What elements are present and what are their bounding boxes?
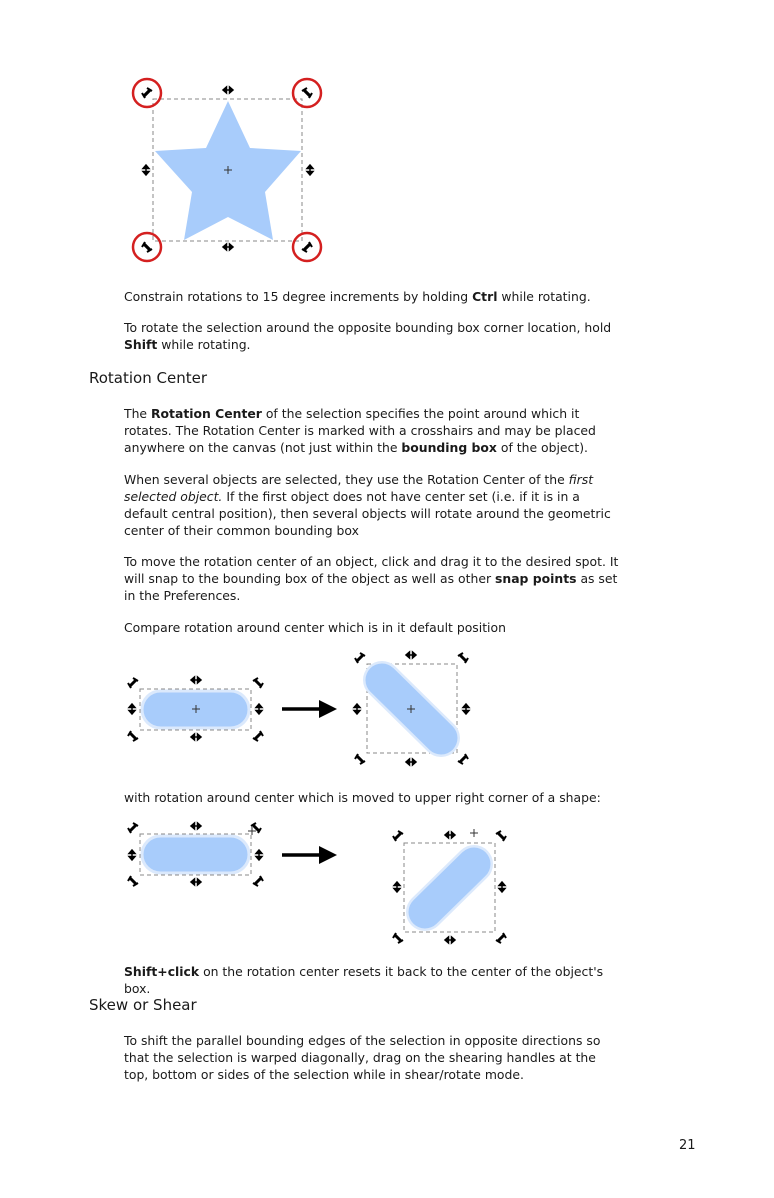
rotate-handle-icon[interactable] [302,88,312,98]
skew-handle-icon[interactable] [499,882,505,892]
skew-handle-icon[interactable] [256,704,262,714]
rotate-handle-icon[interactable] [142,242,152,252]
rotate-handle-icon[interactable] [355,754,365,764]
skew-handle-icon[interactable] [191,823,201,829]
skew-handle-icon[interactable] [394,882,400,892]
skew-handle-icon[interactable] [445,937,455,943]
skew-handle-icon[interactable] [256,850,262,860]
compare-moved-text: with rotation around center which is moved to upper right corner of a shape: [124,790,601,805]
rotate-handle-icon[interactable] [496,831,506,841]
rotate-handle-icon[interactable] [355,653,365,663]
multiple-objects-paragraph: When several objects are selected, they use the Rotation Center of the first selected object. If the first object does not have center set (i.e. if it is in a default central position), then several objects will rotate around the geometric center of their common bounding box [124,472,611,538]
skew-handle-icon[interactable] [143,165,149,175]
rotate-handle-icon[interactable] [128,678,138,688]
rotate-handle-icon[interactable] [458,653,468,663]
shift-click-reset-text: Shift+click on the rotation center resets it back to the center of the object's box. [124,964,604,996]
section-heading-rotation-center: Rotation Center [89,369,207,387]
rotate-handle-icon[interactable] [253,731,263,741]
skew-handle-icon[interactable] [406,759,416,765]
rotate-handle-icon[interactable] [128,731,138,741]
default-center-rotation-figure [122,648,480,770]
moved-center-rotation-figure [122,818,518,948]
skew-handle-icon[interactable] [191,879,201,885]
constrain-rotation-text: Constrain rotations to 15 degree increments by holding Ctrl while rotating. [124,289,591,304]
skew-handle-icon[interactable] [191,734,201,740]
rounded-shape [142,836,249,873]
move-center-paragraph: To move the rotation center of an object, click and drag it to the desired spot. It will snap to the bounding box of the object as well as other snap points as set in the Preferences. [124,554,619,603]
rotate-handle-icon[interactable] [496,933,506,943]
rotate-handle-icon[interactable] [458,754,468,764]
arrow-right-icon [282,700,337,718]
skew-handle-icon[interactable] [307,165,313,175]
rotate-handle-icon[interactable] [393,933,403,943]
rotation-center-crosshair-icon[interactable] [470,829,478,837]
rotate-handle-icon[interactable] [302,242,312,252]
skew-handle-icon[interactable] [223,244,233,250]
skew-paragraph: To shift the parallel bounding edges of the selection in opposite directions so that the selection is warped diagonally, drag on the shearing handles at the top, bottom or sides of the selection while in shear/rotate mode. [124,1033,601,1082]
skew-handle-icon[interactable] [354,704,360,714]
rotate-handle-icon[interactable] [142,88,152,98]
arrow-right-icon [282,846,337,864]
rotate-handle-icon[interactable] [128,823,138,833]
rotated-shape-fill [425,864,474,912]
rotate-handle-icon[interactable] [393,831,403,841]
star-rotation-figure [125,72,335,272]
skew-handle-icon[interactable] [129,850,135,860]
opposite-corner-text: To rotate the selection around the opposite bounding box corner location, hold Shift while rotating. [124,320,612,352]
compare-default-text: Compare rotation around center which is in it default position [124,620,506,635]
skew-handle-icon[interactable] [463,704,469,714]
skew-handle-icon[interactable] [129,704,135,714]
rotate-handle-icon[interactable] [128,876,138,886]
section-heading-skew-or-shear: Skew or Shear [89,996,197,1014]
skew-handle-icon[interactable] [223,87,233,93]
skew-handle-icon[interactable] [406,652,416,658]
rotation-center-paragraph: The Rotation Center of the selection specifies the point around which it rotates. The Rotation Center is marked with a crosshairs and may be placed anywhere on the canvas (not just within the bounding box of the object). [124,406,596,455]
rotate-handle-icon[interactable] [253,678,263,688]
skew-handle-icon[interactable] [445,832,455,838]
rotate-handle-icon[interactable] [253,876,263,886]
page-number: 21 [679,1138,696,1153]
skew-handle-icon[interactable] [191,677,201,683]
